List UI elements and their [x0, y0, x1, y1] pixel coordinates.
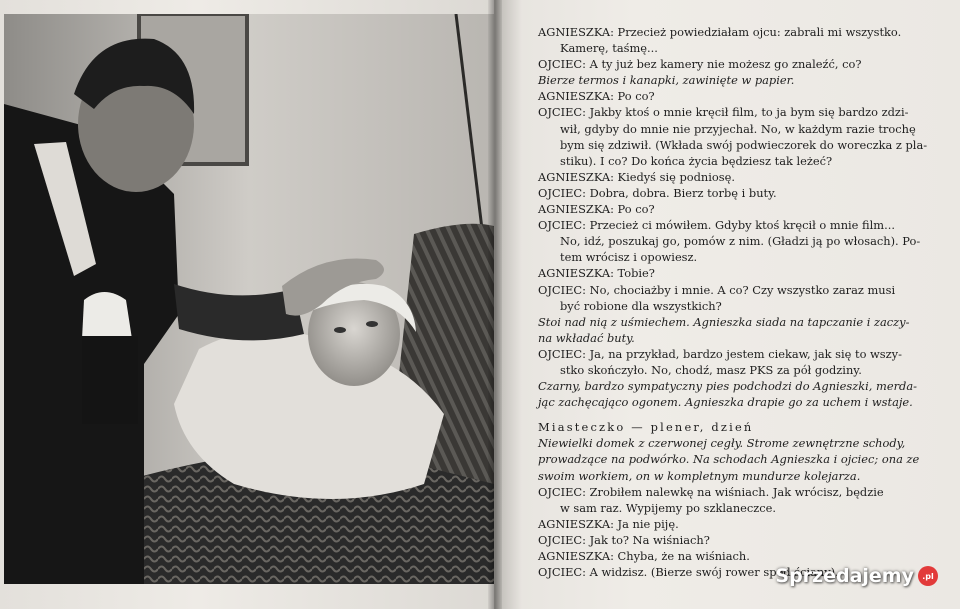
script-line: Czarny, bardzo sympatyczny pies podchodzi do Agnieszki, merda-: [538, 379, 917, 394]
script-line: OJCIEC: Dobra, dobra. Bierz torbę i buty.: [538, 185, 777, 200]
script-line: swoim workiem, on w kompletnym mundurze kolejarza.: [538, 468, 861, 483]
script-line: OJCIEC: Jakby ktoś o mnie kręcił film, to ja bym się bardzo zdzi-: [538, 105, 909, 120]
screenplay-text: [538, 24, 943, 580]
script-line: AGNIESZKA: Przecież powiedziałam ojcu: zabrali mi wszystko.: [538, 25, 902, 39]
scene-heading: Miasteczko — plener, dzień: [538, 420, 754, 435]
sprzedajemy-watermark: [775, 565, 938, 587]
script-line: OJCIEC: Ja, na przykład, bardzo jestem ciekaw, jak się to wszy-: [538, 346, 902, 361]
script-line: AGNIESZKA: Kiedyś się podniosę.: [538, 169, 735, 184]
script-line: Bierze termos i kanapki, zawinięte w papier.: [538, 73, 795, 88]
script-line: wił, gdyby do mnie nie przyjechał. No, w każdym razie trochę: [560, 121, 916, 136]
script-line: Niewielki domek z czerwonej cegły. Strome zewnętrzne schody,: [538, 436, 906, 451]
script-line: OJCIEC: A widzisz. (Bierze swój rower spod ściany).: [538, 565, 839, 580]
script-line: stko skończyło. No, chodź, masz PKS za pół godziny.: [560, 362, 862, 377]
script-line: OJCIEC: A ty już bez kamery nie możesz go znaleźć, co?: [538, 57, 862, 72]
script-line: No, idź, poszukaj go, pomów z nim. (Gładzi ją po włosach). Po-: [560, 234, 921, 249]
script-line: w sam raz. Wypijemy po szklaneczce.: [560, 500, 777, 515]
watermark-badge: .pl: [918, 566, 938, 586]
script-line: tem wrócisz i opowiesz.: [560, 250, 698, 265]
script-line: AGNIESZKA: Tobie?: [538, 266, 655, 281]
book-gutter: [488, 0, 502, 609]
script-line: AGNIESZKA: Chyba, że na wiśniach.: [538, 549, 750, 563]
script-line: AGNIESZKA: Ja nie piję.: [538, 516, 679, 531]
script-line: być robione dla wszystkich?: [560, 298, 722, 313]
script-line: prowadzące na podwórko. Na schodach Agnieszka i ojciec; ona ze: [538, 452, 920, 467]
watermark-text: Sprzedajemy: [775, 565, 914, 587]
script-line: OJCIEC: Zrobiłem nalewkę na wiśniach. Jak wrócisz, będzie: [538, 484, 884, 499]
script-line: OJCIEC: No, chociażby i mnie. A co? Czy wszystko zaraz musi: [538, 282, 896, 297]
script-line: jąc zachęcająco ogonem. Agnieszka drapie go za uchem i wstaje.: [538, 395, 913, 410]
script-line: na wkładać buty.: [538, 330, 635, 345]
script-line: Stoi nad nią z uśmiechem. Agnieszka siada na tapczanie i zaczy-: [538, 314, 910, 329]
film-still-photo: [4, 14, 494, 584]
script-line: AGNIESZKA: Po co?: [538, 89, 655, 104]
script-line: stiku). I co? Do końca życia będziesz tak leżeć?: [560, 153, 833, 168]
script-line: Kamerę, taśmę...: [560, 41, 658, 56]
script-line: AGNIESZKA: Po co?: [538, 202, 655, 217]
script-line: OJCIEC: Przecież ci mówiłem. Gdyby ktoś kręcił o mnie film...: [538, 218, 895, 233]
script-line: OJCIEC: Jak to? Na wiśniach?: [538, 532, 710, 547]
section-spacer: [538, 410, 943, 419]
script-line: bym się zdziwił. (Wkłada swój podwieczorek do woreczka z pla-: [560, 137, 928, 152]
bleed-through-text: [8, 593, 488, 609]
